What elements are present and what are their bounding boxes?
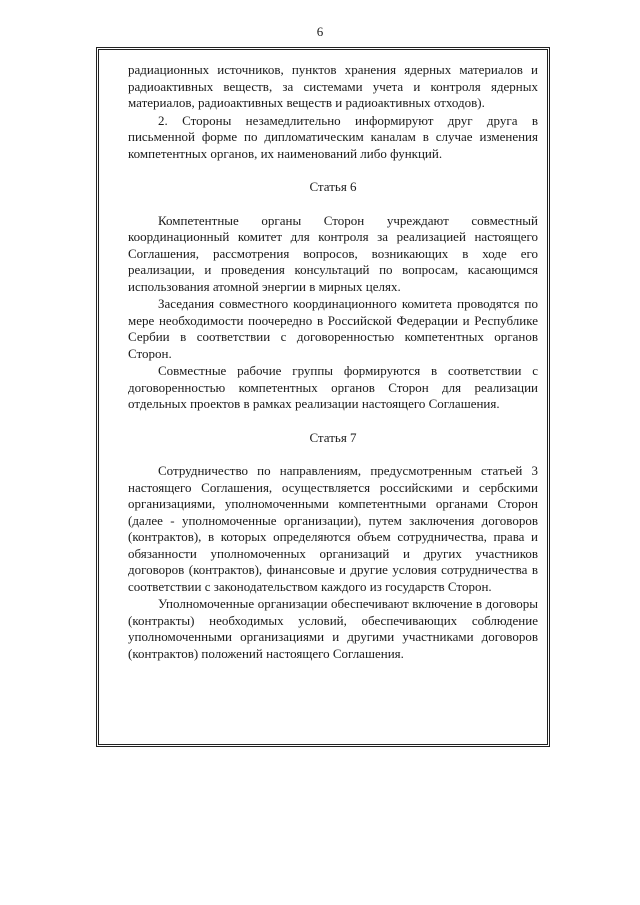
document-body: [128, 62, 538, 663]
article-7-paragraph-1: Сотрудничество по направлениям, предусмотренным статьей 3 настоящего Соглашения, осуществляется российскими и сербскими организациями, уполномоченными компетентными органами Сторон (далее - уполномоченные организации), путем заключения договоров (контрактов), в которых определяются объем сотрудничества, права и обязанности уполномоченных организаций и других участников договоров (контрактов), финансовые и другие условия сотрудничества в соответствии с законодательством каждого из государств Сторон.: [128, 463, 538, 594]
paragraph-clause-2: 2. Стороны незамедлительно информируют друг друга в письменной форме по дипломатическим каналам в случае изменения компетентных органов, их наименований либо функций.: [128, 112, 538, 161]
article-6-heading: Статья 6: [309, 179, 357, 194]
article-6-paragraph-2: Заседания совместного координационного комитета проводятся по мере необходимости поочередно в Российской Федерации и Республике Сербии в соответствии с договоренностью компетентных органов Сторон.: [128, 296, 538, 361]
article-6-paragraph-3: Совместные рабочие группы формируются в соответствии с договоренностью компетентных органов Сторон для реализации отдельных проектов в рамках реализации настоящего Соглашения.: [128, 363, 538, 411]
article-7-paragraph-2: Уполномоченные организации обеспечивают включение в договоры (контракты) необходимых условий, обеспечивающих соблюдение уполномоченными организациями и другими участниками договоров (контрактов) положений настоящего Соглашения.: [128, 596, 538, 661]
article-7-heading: Статья 7: [309, 429, 357, 445]
page-number: 6: [316, 24, 324, 39]
article-6-paragraph-1: Компетентные органы Сторон учреждают совместный координационный комитет для контроля за реализацией настоящего Соглашения, рассмотрения вопросов, возникающих в ходе его реализации, и проведения консультаций по вопросам, касающимся использования атомной энергии в мирных целях.: [128, 212, 538, 294]
paragraph-continuation: радиационных источников, пунктов хранения ядерных материалов и радиоактивных веществ, за системами учета и контроля ядерных материалов, радиоактивных веществ и радиоактивных отходов).: [128, 62, 538, 110]
